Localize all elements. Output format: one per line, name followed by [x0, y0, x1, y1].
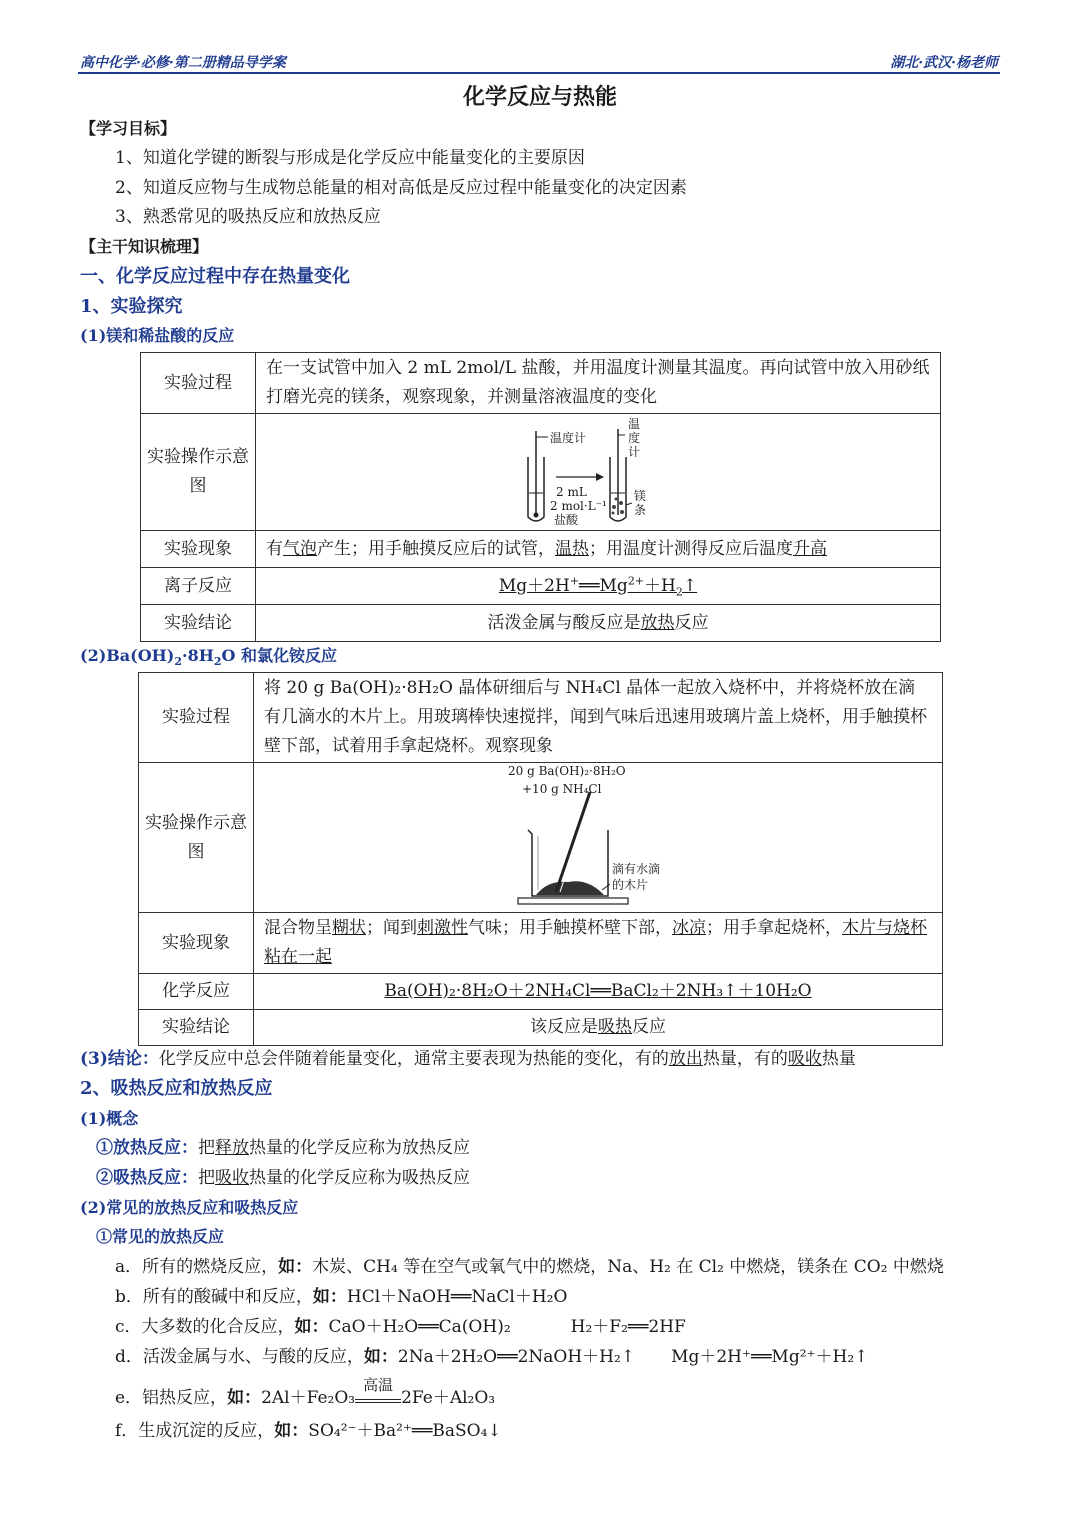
- exo-common-title: ①常见的放热反应: [96, 1227, 225, 1246]
- exp2-phen-text: ；用手拿起烧杯，: [706, 918, 842, 938]
- fig1-volume-label: 2 mL: [556, 484, 587, 499]
- exo-definition: ①放热反应：把释放热量的化学反应称为放热反应: [96, 1138, 470, 1158]
- exp2-table: [138, 672, 943, 1046]
- exo-item-d: d．活泼金属与水、与酸的反应，如：2Na＋2H₂O══2NaOH＋H₂↑ Mg＋2H⁺══Mg²⁺＋H₂↑: [115, 1347, 869, 1367]
- exp2-reaction-label: 化学反应: [139, 974, 254, 1010]
- exp2-concl-blank: 吸热: [598, 1017, 632, 1037]
- fig1-concentration-label: 2 mol·L⁻¹: [550, 498, 607, 513]
- header-author: 湖北·武汉·杨老师: [890, 55, 998, 71]
- exp1-ion-label: 离子反应: [141, 568, 256, 605]
- exp2-process-label: 实验过程: [139, 673, 254, 763]
- section1-sub1: 1、实验探究: [80, 296, 183, 317]
- exp1-table: [140, 352, 941, 642]
- exp1-phen-blank: 温热: [555, 538, 589, 559]
- header-course: 高中化学·必修·第二册精品导学案: [80, 55, 286, 71]
- mg-hcl-diagram: [498, 415, 698, 530]
- exp2-process: 将 20 g Ba(OH)₂·8H₂O 晶体研细后与 NH₄Cl 晶体一起放入烧杯中，并将烧杯放在滴有几滴水的木片上。用玻璃棒快速搅拌，闻到气味后迅速用玻璃片盖上烧杯，用手触摸杯壁下部，试着用手拿起烧杯。观察现象: [254, 673, 943, 763]
- knowledge-heading: 【主干知识梳理】: [80, 237, 209, 256]
- exp2-concl-text: 反应: [632, 1017, 666, 1037]
- objectives-heading: 【学习目标】: [80, 119, 177, 138]
- exp1-title: (1)镁和稀盐酸的反应: [80, 326, 235, 345]
- objective-item: 3、熟悉常见的吸热反应和放热反应: [115, 207, 381, 227]
- exp2-phenomenon-label: 实验现象: [139, 913, 254, 974]
- concept-title: (1)概念: [80, 1109, 139, 1128]
- exp2-phen-text: 气味；用手触摸杯壁下部，: [468, 918, 672, 938]
- exp1-phen-text: 有: [266, 538, 283, 559]
- exp1-ion-equation: $Mg+2H^+══Mg^{2+}+H_2↑$: [498, 573, 698, 598]
- exp1-phen-text: 产生；用手触摸反应后的试管，: [317, 538, 555, 559]
- fig1-mg-label-2: 条: [634, 502, 647, 517]
- exp2-conclusion-label: 实验结论: [139, 1010, 254, 1046]
- exo-item-b: b．所有的酸碱中和反应，如：HCl＋NaOH══NaCl＋H₂O: [115, 1287, 568, 1307]
- exp1-phen-blank: 气泡: [283, 538, 317, 559]
- exo-item-f: f．生成沉淀的反应，如：SO₄²⁻＋Ba²⁺══BaSO₄↓: [115, 1421, 502, 1441]
- fig1-mg-label-1: 镁: [634, 488, 647, 503]
- exp1-concl-text: 活泼金属与酸反应是: [487, 612, 641, 633]
- section1-title: 一、化学反应过程中存在热量变化: [80, 266, 350, 287]
- page-header: [78, 50, 1000, 74]
- fig1-thermo-v3: 计: [628, 444, 641, 459]
- exp1-phenomenon-label: 实验现象: [141, 531, 256, 568]
- objective-item: 2、知道反应物与生成物总能量的相对高低是反应过程中能量变化的决定因素: [115, 178, 687, 198]
- exp1-concl-blank: 放热: [640, 612, 675, 633]
- exo-item-a: a．所有的燃烧反应，如：木炭、CH₄ 等在空气或氧气中的燃烧，Na、H₂ 在 Cl₂ 中燃烧，镁条在 CO₂ 中燃烧: [115, 1257, 944, 1277]
- reaction-condition: 高温: [355, 1389, 401, 1403]
- exp2-phen-text: ；闻到: [366, 918, 417, 938]
- exp2-phen-text: 混合物呈: [264, 918, 332, 938]
- exp1-diagram-label: 实验操作示意图: [141, 414, 256, 531]
- exp1-phen-blank: 升高: [793, 538, 827, 559]
- exp1-phen-text: ；用温度计测得反应后温度: [589, 538, 793, 559]
- exp2-reaction-equation: Ba(OH)₂·8H₂O＋2NH₄Cl══BaCl₂＋2NH₃↑＋10H₂O: [384, 981, 812, 1001]
- section2-title: 2、吸热反应和放热反应: [80, 1078, 273, 1099]
- fig1-thermo-v2: 度: [628, 430, 641, 445]
- exp1-process: 在一支试管中加入 2 mL 2mol/L 盐酸，并用温度计测量其温度。再向试管中放入用砂纸打磨光亮的镁条，观察现象，并测量溶液温度的变化: [256, 353, 941, 414]
- exp1-concl-text: 反应: [674, 612, 709, 633]
- objective-item: 1、知道化学键的断裂与形成是化学反应中能量变化的主要原因: [115, 148, 585, 168]
- exp2-diagram-label: 实验操作示意图: [139, 763, 254, 913]
- fig2-reagent1-label: 20 g Ba(OH)₂·8H₂O: [508, 763, 626, 778]
- exo-item-e: e．铝热反应，如：2Al＋Fe₂O₃ 高温 2Fe＋Al₂O₃: [115, 1376, 496, 1408]
- exp2-concl-text: 该反应是: [530, 1017, 598, 1037]
- fig1-acid-label: 盐酸: [554, 512, 579, 527]
- common-title: (2)常见的放热反应和吸热反应: [80, 1198, 299, 1217]
- exp1-process-label: 实验过程: [141, 353, 256, 414]
- fig2-reagent2-label: +10 g NH₄Cl: [522, 781, 602, 796]
- exp2-title: $(2)Ba(OH)_2\cdot 8H_2O$ 和氯化铵反应: [80, 646, 338, 669]
- exp2-phen-blank: 木片与烧杯粘在一起: [264, 918, 927, 967]
- beaker-diagram: [498, 764, 698, 912]
- exp2-phen-blank: 刺激性: [417, 918, 468, 938]
- page-title: 化学反应与热能: [462, 85, 617, 110]
- fig1-thermometer-label: 温度计: [550, 430, 587, 445]
- exp2-phen-blank: 糊状: [332, 918, 366, 938]
- exp1-conclusion-label: 实验结论: [141, 605, 256, 642]
- exo-item-c: c．大多数的化合反应，如：CaO＋H₂O══Ca(OH)₂ H₂＋F₂══2HF: [115, 1317, 686, 1337]
- endo-definition: ②吸热反应：把吸收热量的化学反应称为吸热反应: [96, 1168, 470, 1188]
- fig2-board-label-1: 滴有水滴: [612, 861, 661, 876]
- section1-conclusion: (3)结论：化学反应中总会伴随着能量变化，通常主要表现为热能的变化，有的放出热量，有的吸收热量: [80, 1049, 856, 1069]
- fig1-thermo-v1: 温: [628, 416, 641, 431]
- fig2-board-label-2: 的木片: [612, 877, 649, 892]
- exp2-phen-blank: 冰凉: [672, 918, 706, 938]
